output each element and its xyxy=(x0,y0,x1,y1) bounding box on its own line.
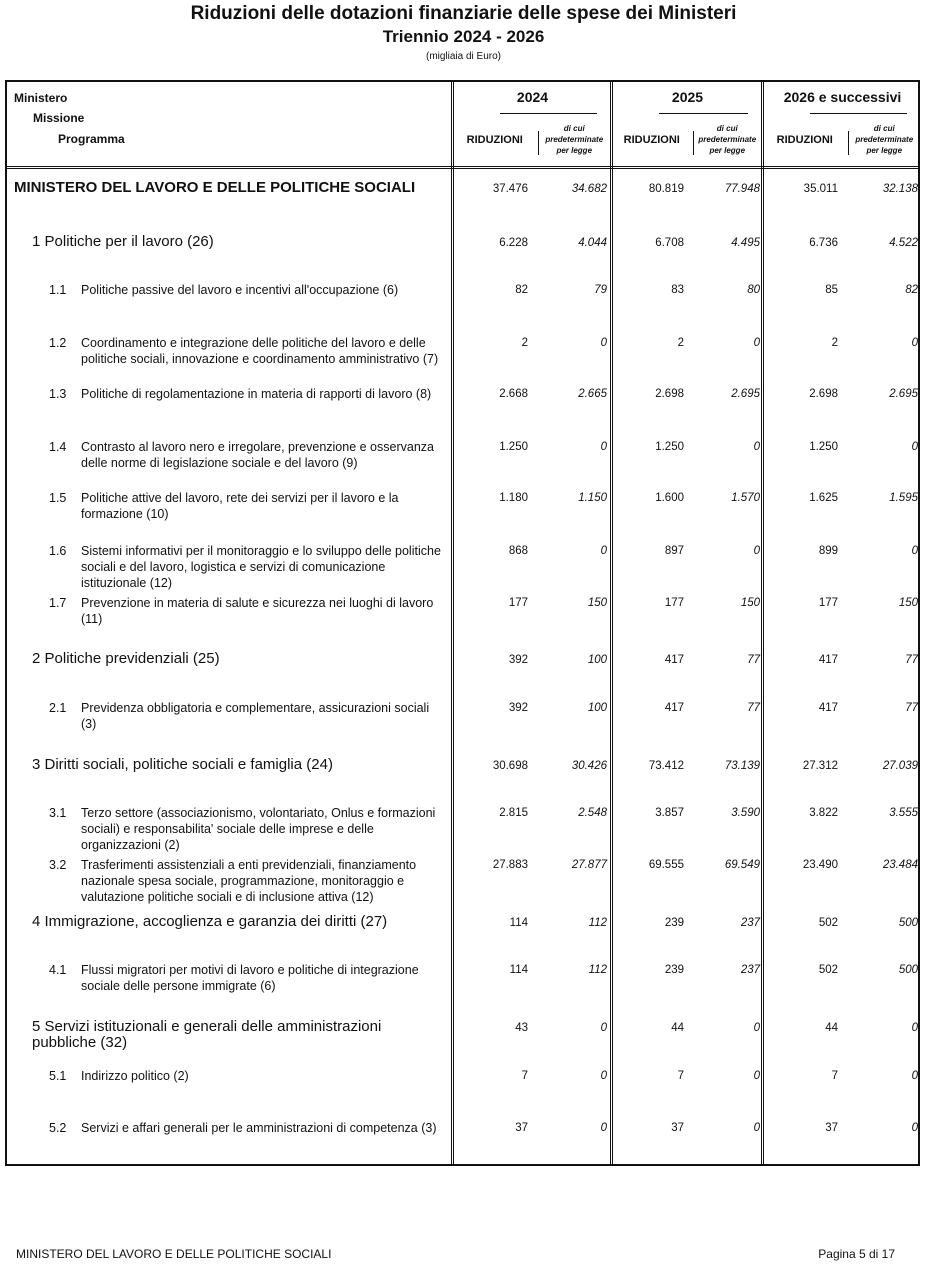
di-cui-value: 112 xyxy=(588,917,607,929)
di-cui-header xyxy=(539,123,611,156)
riduzioni-header: RIDUZIONI xyxy=(466,134,523,146)
column-divider xyxy=(610,80,613,1166)
program-row-label: Contrasto al lavoro nero e irregolare, prevenzione e osservanza delle norme di legislazione sociale e del lavoro (9) xyxy=(81,440,434,470)
di-cui-value: 0 xyxy=(753,1122,760,1134)
riduzioni-value: 85 xyxy=(825,284,838,296)
di-cui-value: 69.549 xyxy=(724,859,760,871)
ministry-row-label: MINISTERO DEL LAVORO E DELLE POLITICHE SOCIALI xyxy=(14,179,416,196)
riduzioni-header: RIDUZIONI xyxy=(623,134,680,146)
di-cui-value: 100 xyxy=(587,654,607,666)
di-cui-value: 0 xyxy=(753,1022,760,1034)
riduzioni-value: 43 xyxy=(515,1022,528,1034)
program-row-label: Servizi e affari generali per le amministrazioni di competenza (3) xyxy=(81,1121,437,1135)
riduzioni-value: 239 xyxy=(664,964,684,976)
riduzioni-value: 1.180 xyxy=(499,492,528,504)
riduzioni-value: 37.476 xyxy=(492,183,528,195)
program-code: 3.1 xyxy=(49,806,67,820)
di-cui-value: 4.522 xyxy=(889,237,918,249)
riduzioni-value: 23.490 xyxy=(802,859,838,871)
di-cui-value: 0 xyxy=(911,337,918,349)
di-cui-value: 27.877 xyxy=(571,859,607,871)
di-cui-value: 3.590 xyxy=(731,807,760,819)
di-cui-value: 150 xyxy=(898,597,918,609)
di-cui-value: 150 xyxy=(740,597,760,609)
di-cui-value: 73.139 xyxy=(724,760,760,772)
di-cui-value: 79 xyxy=(594,284,607,296)
riduzioni-value: 417 xyxy=(664,654,684,666)
program-code: 1.4 xyxy=(49,440,67,454)
di-cui-value: 0 xyxy=(753,1070,760,1082)
di-cui-value: 77 xyxy=(747,702,760,714)
di-cui-header-line: di cui xyxy=(873,124,895,133)
di-cui-value: 112 xyxy=(588,964,607,976)
mission-row-label: 1 Politiche per il lavoro (26) xyxy=(32,233,214,250)
program-row-label: Terzo settore (associazionismo, volontariato, Onlus e formazioni sociali) e responsabilita' sociale delle imprese e delle organizzazioni (2) xyxy=(81,806,436,852)
riduzioni-value: 83 xyxy=(671,284,684,296)
program-code: 2.1 xyxy=(49,701,67,715)
program-code: 1.3 xyxy=(49,387,67,401)
di-cui-header-line: di cui xyxy=(563,124,585,133)
di-cui-header-line: di cui xyxy=(716,124,738,133)
di-cui-value: 23.484 xyxy=(882,859,918,871)
year-header: 2025 xyxy=(671,89,704,105)
di-cui-value: 4.044 xyxy=(578,237,607,249)
di-cui-value: 34.682 xyxy=(571,183,607,195)
di-cui-value: 0 xyxy=(911,1070,918,1082)
footer-ministry: MINISTERO DEL LAVORO E DELLE POLITICHE SOCIALI xyxy=(16,1247,332,1261)
riduzioni-value: 6.736 xyxy=(809,237,838,249)
di-cui-value: 0 xyxy=(911,545,918,557)
di-cui-value: 237 xyxy=(740,917,760,929)
program-row-label: Politiche passive del lavoro e incentivi all'occupazione (6) xyxy=(81,283,399,297)
program-code: 1.7 xyxy=(49,596,67,610)
riduzioni-value: 2 xyxy=(831,337,838,349)
riduzioni-value: 82 xyxy=(515,284,528,296)
riduzioni-value: 502 xyxy=(818,917,838,929)
di-cui-header xyxy=(694,123,762,156)
mission-row-label: 5 Servizi istituzionali e generali delle amministrazioni pubbliche (32) xyxy=(32,1018,382,1051)
di-cui-value: 150 xyxy=(587,597,607,609)
di-cui-value: 1.570 xyxy=(731,492,760,504)
di-cui-value: 0 xyxy=(600,1070,607,1082)
di-cui-value: 77 xyxy=(747,654,760,666)
program-code: 4.1 xyxy=(49,963,67,977)
header-ministero: Ministero xyxy=(14,91,68,105)
di-cui-header-line: per legge xyxy=(556,146,593,155)
riduzioni-value: 417 xyxy=(664,702,684,714)
di-cui-value: 0 xyxy=(753,545,760,557)
riduzioni-value: 2 xyxy=(521,337,528,349)
footer-page-number: Pagina 5 di 17 xyxy=(818,1247,895,1261)
riduzioni-value: 6.708 xyxy=(655,237,684,249)
riduzioni-header: RIDUZIONI xyxy=(776,134,833,146)
riduzioni-value: 417 xyxy=(818,654,838,666)
mission-row-label: 2 Politiche previdenziali (25) xyxy=(32,650,220,667)
riduzioni-value: 2.698 xyxy=(655,388,684,400)
di-cui-value: 30.426 xyxy=(571,760,607,772)
program-code: 1.5 xyxy=(49,491,67,505)
program-row-label: Sistemi informativi per il monitoraggio e lo sviluppo delle politiche sociali e del lavoro, logistica e servizi di comunicazione istituzionale (12) xyxy=(81,544,441,590)
di-cui-header xyxy=(849,123,921,156)
di-cui-value: 3.555 xyxy=(889,807,918,819)
riduzioni-value: 114 xyxy=(509,917,528,929)
riduzioni-value: 2.815 xyxy=(499,807,528,819)
riduzioni-value: 69.555 xyxy=(648,859,684,871)
di-cui-value: 0 xyxy=(911,1122,918,1134)
mission-row-label: 4 Immigrazione, accoglienza e garanzia dei diritti (27) xyxy=(32,913,388,930)
riduzioni-value: 392 xyxy=(508,702,528,714)
di-cui-header-line: per legge xyxy=(709,146,746,155)
riduzioni-value: 1.250 xyxy=(809,441,838,453)
di-cui-value: 77 xyxy=(905,702,918,714)
di-cui-value: 2.695 xyxy=(889,388,918,400)
di-cui-value: 0 xyxy=(911,441,918,453)
riduzioni-value: 177 xyxy=(508,597,528,609)
riduzioni-value: 239 xyxy=(664,917,684,929)
di-cui-value: 500 xyxy=(898,964,918,976)
riduzioni-value: 3.822 xyxy=(809,807,838,819)
riduzioni-value: 417 xyxy=(818,702,838,714)
di-cui-value: 0 xyxy=(600,1122,607,1134)
page-subtitle: Triennio 2024 - 2026 xyxy=(382,27,545,46)
riduzioni-value: 2.668 xyxy=(499,388,528,400)
program-code: 3.2 xyxy=(49,858,67,872)
riduzioni-value: 44 xyxy=(671,1022,684,1034)
di-cui-value: 0 xyxy=(600,337,607,349)
program-row-label: Flussi migratori per motivi di lavoro e politiche di integrazione sociale delle persone immigrate (6) xyxy=(81,963,419,993)
riduzioni-value: 7 xyxy=(831,1070,838,1082)
riduzioni-value: 897 xyxy=(664,545,684,557)
year-header: 2024 xyxy=(516,89,549,105)
riduzioni-value: 2 xyxy=(677,337,684,349)
di-cui-value: 100 xyxy=(587,702,607,714)
di-cui-header-line: predeterminate xyxy=(698,135,757,144)
riduzioni-value: 1.625 xyxy=(809,492,838,504)
year-underline xyxy=(500,113,597,114)
riduzioni-value: 80.819 xyxy=(648,183,684,195)
program-code: 1.2 xyxy=(49,336,67,350)
riduzioni-value: 73.412 xyxy=(648,760,684,772)
header-programma: Programma xyxy=(58,132,125,146)
page-title: Riduzioni delle dotazioni finanziarie delle spese dei Ministeri xyxy=(190,3,737,24)
riduzioni-value: 3.857 xyxy=(655,807,684,819)
riduzioni-value: 37 xyxy=(671,1122,684,1134)
riduzioni-value: 6.228 xyxy=(499,237,528,249)
program-code: 1.6 xyxy=(49,544,67,558)
riduzioni-value: 37 xyxy=(825,1122,838,1134)
riduzioni-value: 1.600 xyxy=(655,492,684,504)
program-code: 5.2 xyxy=(49,1121,67,1135)
di-cui-header-line: predeterminate xyxy=(855,135,914,144)
di-cui-value: 27.039 xyxy=(882,760,918,772)
di-cui-value: 2.548 xyxy=(578,807,607,819)
riduzioni-value: 502 xyxy=(818,964,838,976)
di-cui-value: 0 xyxy=(600,441,607,453)
riduzioni-value: 114 xyxy=(509,964,528,976)
di-cui-value: 80 xyxy=(747,284,760,296)
di-cui-value: 2.695 xyxy=(731,388,760,400)
riduzioni-value: 7 xyxy=(677,1070,684,1082)
di-cui-header-line: per legge xyxy=(866,146,903,155)
riduzioni-value: 177 xyxy=(664,597,684,609)
di-cui-value: 82 xyxy=(905,284,918,296)
riduzioni-value: 35.011 xyxy=(803,183,838,195)
header-missione: Missione xyxy=(33,111,85,125)
riduzioni-value: 44 xyxy=(825,1022,838,1034)
di-cui-value: 0 xyxy=(753,441,760,453)
mission-row-label: 3 Diritti sociali, politiche sociali e famiglia (24) xyxy=(32,756,333,773)
di-cui-value: 1.150 xyxy=(578,492,607,504)
column-divider xyxy=(761,80,764,1166)
di-cui-value: 0 xyxy=(600,545,607,557)
di-cui-value: 0 xyxy=(600,1022,607,1034)
column-divider xyxy=(451,80,454,1166)
program-row-label: Prevenzione in materia di salute e sicurezza nei luoghi di lavoro (11) xyxy=(81,596,434,626)
di-cui-value: 32.138 xyxy=(882,183,918,195)
di-cui-value: 2.665 xyxy=(578,388,607,400)
riduzioni-value: 37 xyxy=(515,1122,528,1134)
program-row-label: Coordinamento e integrazione delle politiche del lavoro e delle politiche sociali, innovazione e coordinamento amministrativo (7) xyxy=(81,336,439,366)
di-cui-value: 0 xyxy=(911,1022,918,1034)
riduzioni-value: 1.250 xyxy=(655,441,684,453)
riduzioni-value: 27.312 xyxy=(802,760,838,772)
program-code: 5.1 xyxy=(49,1069,67,1083)
program-row-label: Indirizzo politico (2) xyxy=(81,1069,189,1083)
riduzioni-value: 27.883 xyxy=(492,859,528,871)
di-cui-value: 237 xyxy=(740,964,760,976)
year-underline xyxy=(810,113,907,114)
year-header: 2026 e successivi xyxy=(783,89,902,105)
di-cui-value: 0 xyxy=(753,337,760,349)
riduzioni-value: 30.698 xyxy=(492,760,528,772)
riduzioni-value: 868 xyxy=(508,545,528,557)
riduzioni-value: 392 xyxy=(508,654,528,666)
riduzioni-value: 2.698 xyxy=(809,388,838,400)
riduzioni-value: 7 xyxy=(521,1070,528,1082)
program-row-label: Politiche attive del lavoro, rete dei servizi per il lavoro e la formazione (10) xyxy=(81,491,399,521)
riduzioni-value: 899 xyxy=(818,545,838,557)
program-row-label: Trasferimenti assistenziali a enti previdenziali, finanziamento nazionale spesa sociale, programmazione, monitoraggio e valutazione politiche sociali e di inclusione attiva (12) xyxy=(81,858,417,904)
program-row-label: Politiche di regolamentazione in materia di rapporti di lavoro (8) xyxy=(81,387,432,401)
header-divider xyxy=(5,166,920,169)
program-code: 1.1 xyxy=(49,283,67,297)
di-cui-value: 500 xyxy=(898,917,918,929)
program-row-label: Previdenza obbligatoria e complementare, assicurazioni sociali (3) xyxy=(81,701,430,731)
riduzioni-value: 1.250 xyxy=(499,441,528,453)
riduzioni-value: 177 xyxy=(818,597,838,609)
di-cui-value: 77 xyxy=(905,654,918,666)
di-cui-value: 4.495 xyxy=(731,237,760,249)
di-cui-value: 1.595 xyxy=(889,492,918,504)
di-cui-value: 77.948 xyxy=(724,183,760,195)
unit-note: (migliaia di Euro) xyxy=(425,51,502,62)
year-underline xyxy=(659,113,748,114)
di-cui-header-line: predeterminate xyxy=(545,135,604,144)
